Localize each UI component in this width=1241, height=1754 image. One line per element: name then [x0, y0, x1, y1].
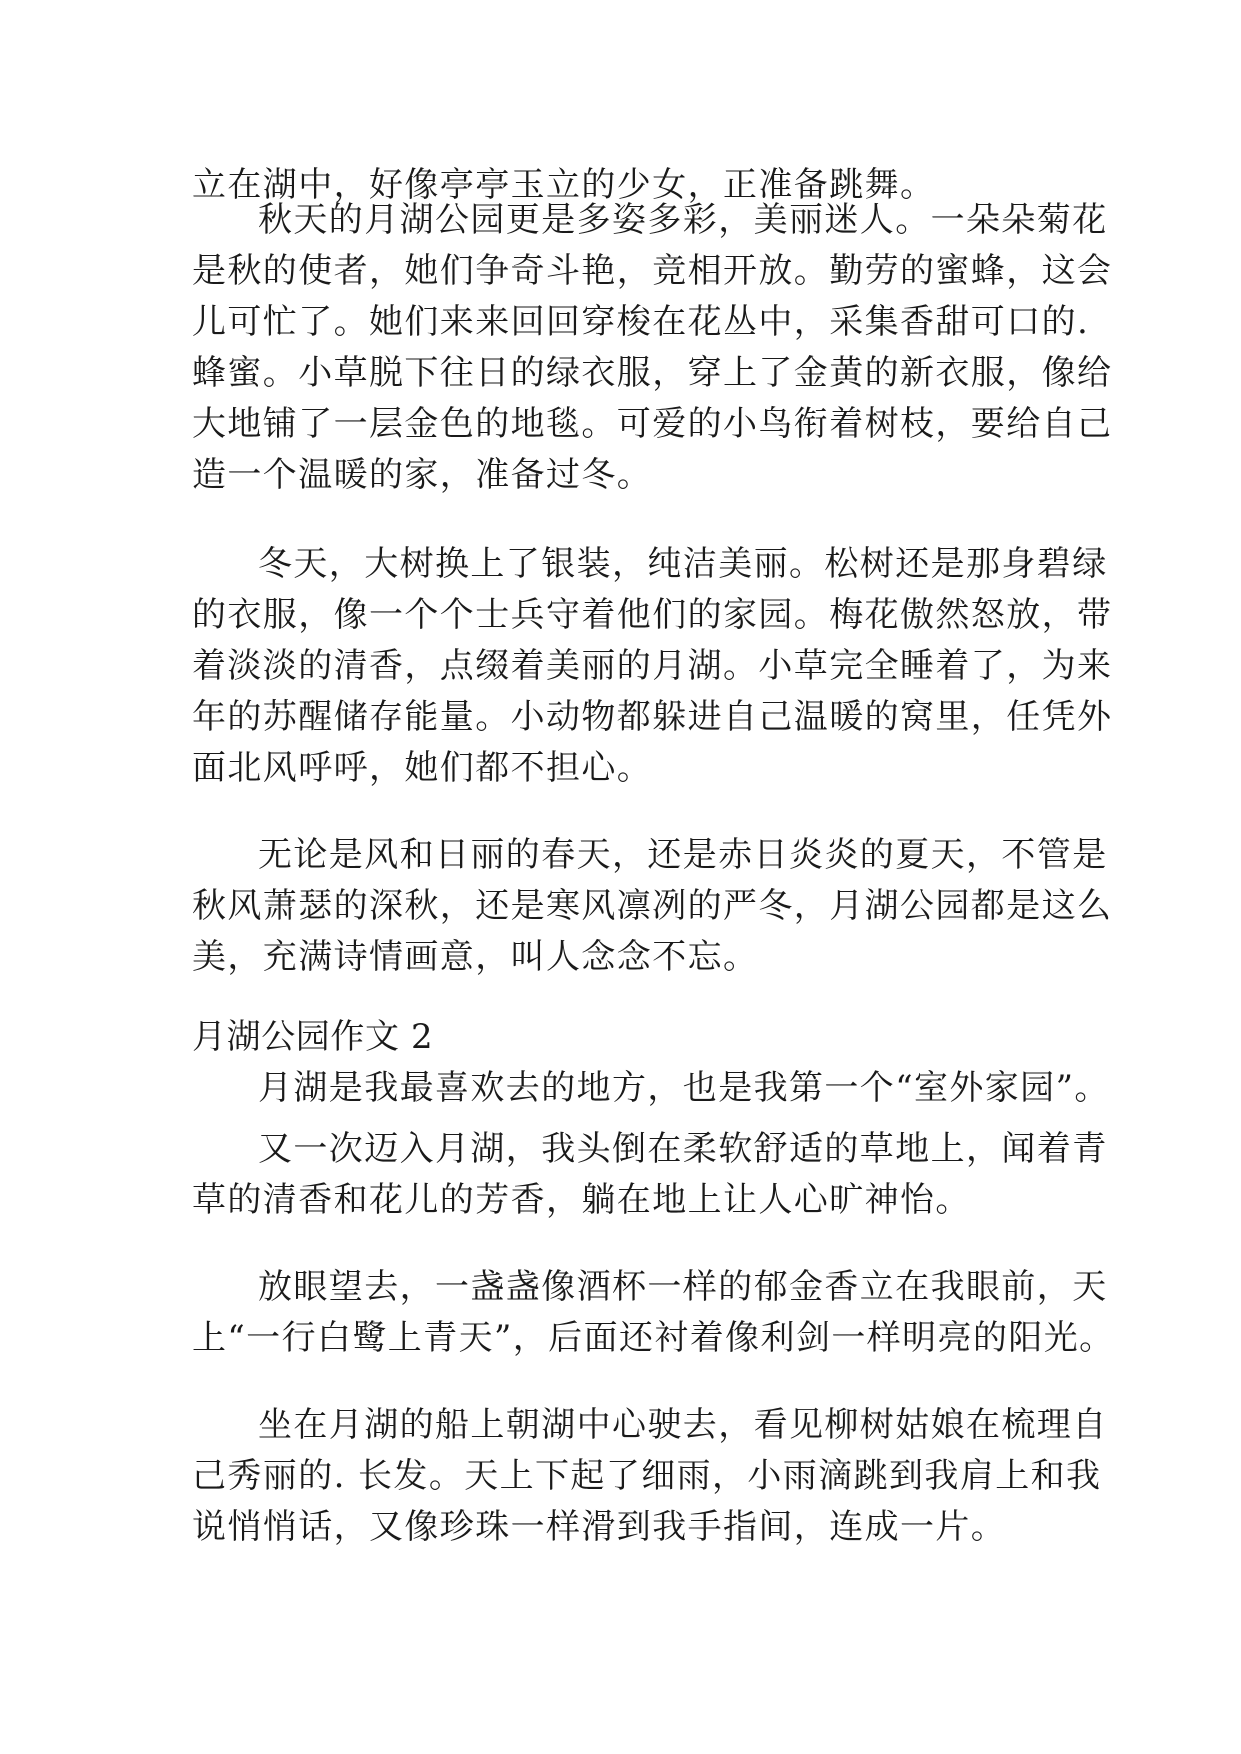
text-line: 说悄悄话，又像珍珠一样滑到我手指间，连成一片。	[192, 1507, 1007, 1547]
paragraph-first-line: 又一次迈入月湖，我头倒在柔软舒适的草地上，闻着青	[258, 1129, 1108, 1169]
paragraph-first-line: 冬天，大树换上了银装，纯洁美丽。松树还是那身碧绿	[258, 544, 1108, 584]
text-line: 美，充满诗情画意，叫人念念不忘。	[192, 937, 759, 977]
text-line: 立在湖中，好像亭亭玉立的少女，正准备跳舞。	[192, 165, 936, 205]
text-line: 年的苏醒储存能量。小动物都躲进自己温暖的窝里，任凭外	[192, 697, 1113, 737]
text-line: 是秋的使者，她们争奇斗艳，竞相开放。勤劳的蜜蜂，这会	[192, 251, 1113, 291]
text-line: 上“一行白鹭上青天”，后面还衬着像利剑一样明亮的阳光。	[192, 1318, 1115, 1358]
text-line: 面北风呼呼，她们都不担心。	[192, 748, 653, 788]
text-line: 儿可忙了。她们来来回回穿梭在花丛中，采集香甜可口的.	[192, 302, 1090, 342]
text-line: 造一个温暖的家，准备过冬。	[192, 455, 653, 495]
paragraph-first-line: 无论是风和日丽的春天，还是赤日炎炎的夏天，不管是	[258, 835, 1108, 875]
text-line: 大地铺了一层金色的地毯。可爱的小鸟衔着树枝，要给自己	[192, 404, 1113, 444]
text-line: 着淡淡的清香，点缀着美丽的月湖。小草完全睡着了，为来	[192, 646, 1113, 686]
text-line: 蜂蜜。小草脱下往日的绿衣服，穿上了金黄的新衣服，像给	[192, 353, 1113, 393]
paragraph-first-line: 月湖是我最喜欢去的地方，也是我第一个“室外家园”。	[258, 1068, 1110, 1108]
text-line: 的衣服，像一个个士兵守着他们的家园。梅花傲然怒放，带	[192, 595, 1113, 635]
paragraph-first-line: 放眼望去，一盏盏像酒杯一样的郁金香立在我眼前，天	[258, 1267, 1108, 1307]
text-line: 秋风萧瑟的深秋，还是寒风凛冽的严冬，月湖公园都是这么	[192, 886, 1113, 926]
text-line: 己秀丽的. 长发。天上下起了细雨，小雨滴跳到我肩上和我	[192, 1456, 1102, 1496]
section-heading: 月湖公园作文 2	[192, 1017, 434, 1057]
text-line: 草的清香和花儿的芳香，躺在地上让人心旷神怡。	[192, 1180, 971, 1220]
paragraph-first-line: 坐在月湖的船上朝湖中心驶去，看见柳树姑娘在梳理自	[258, 1405, 1108, 1445]
paragraph-first-line: 秋天的月湖公园更是多姿多彩，美丽迷人。一朵朵菊花	[258, 200, 1108, 240]
